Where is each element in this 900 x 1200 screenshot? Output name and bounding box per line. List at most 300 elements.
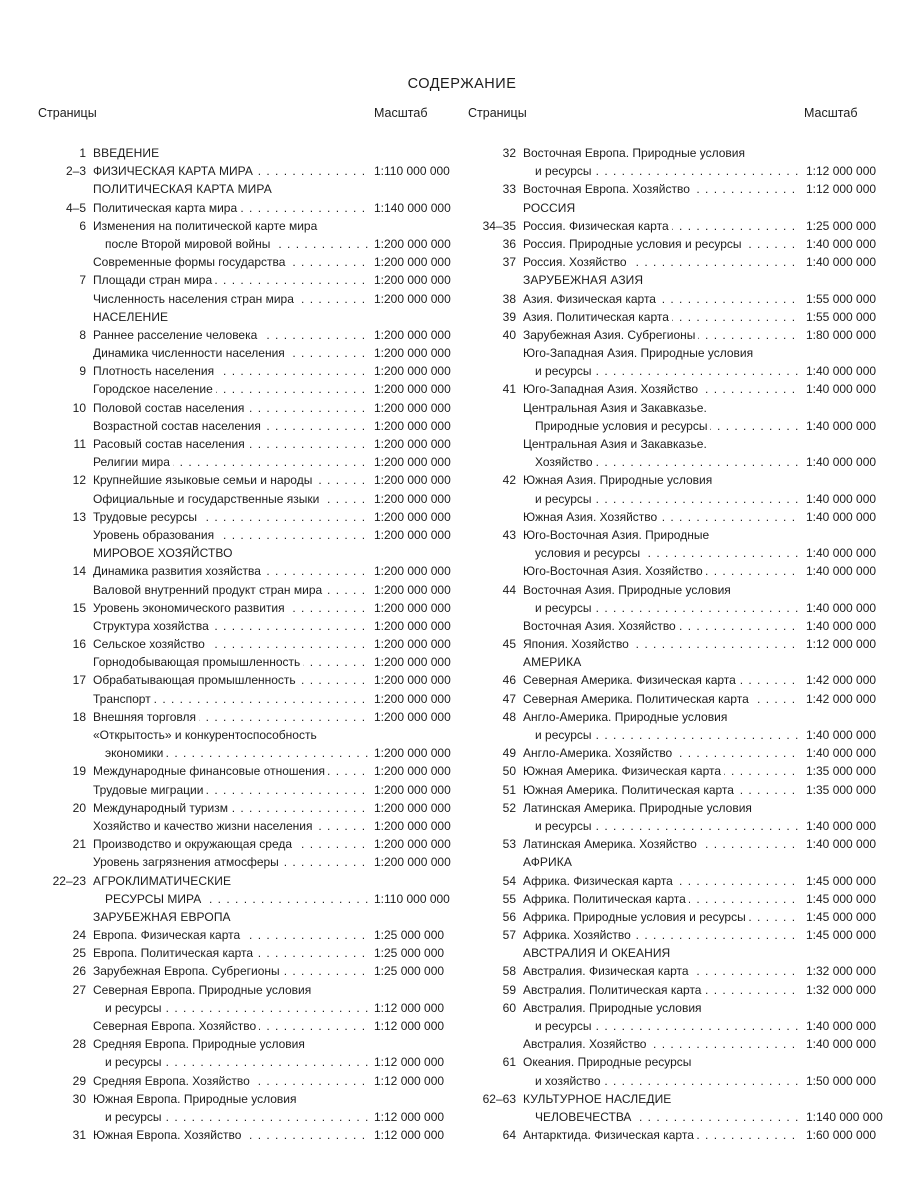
entry-title-text: Азия. Политическая карта [523,310,672,324]
map-scale: 1:200 000 000 [372,653,451,671]
page-number: 10 [72,400,86,415]
entry-title-text: «Открытость» и конкурентоспособность [93,728,320,742]
entry-title-text: Россия. Физическая карта [523,219,672,233]
map-scale: 1:40 000 000 [804,817,876,835]
page-number: 21 [72,837,86,852]
entry-title [93,1017,370,1035]
entry-title [93,817,370,835]
entry-title [523,999,800,1017]
entry-title [93,581,370,599]
page-number: 4–5 [65,200,86,215]
map-scale: 1:140 000 000 [804,1108,883,1126]
map-scale: 1:40 000 000 [804,235,876,253]
toc-entry [460,380,875,398]
toc-entry [460,562,875,580]
map-scale: 1:140 000 000 [372,199,451,217]
map-scale: 1:200 000 000 [372,617,451,635]
toc-entry [460,1035,875,1053]
entry-title [523,326,800,344]
toc-entry [460,508,875,526]
page-number: 46 [502,673,516,688]
toc-entry [460,362,875,380]
entry-title [93,1090,370,1108]
entry-title [93,653,370,671]
map-scale: 1:200 000 000 [372,471,451,489]
page-number: 54 [502,873,516,888]
entry-title-text: и ресурсы [105,1001,165,1015]
entry-title-text: и ресурсы [535,819,595,833]
entry-title-text: и ресурсы [105,1110,165,1124]
entry-title [523,399,800,417]
entry-title [523,853,800,871]
entry-title-text: после Второй мировой войны [105,237,273,251]
toc-entry [30,581,451,599]
entry-title [93,853,370,871]
entry-title-text: АФРИКА [523,855,575,869]
entry-title-text: и ресурсы [535,364,595,378]
page-number: 1 [79,146,86,160]
entry-title [523,581,800,599]
entry-title-text: Северная Европа. Природные условия [93,983,314,997]
map-scale: 1:200 000 000 [372,690,451,708]
entry-title [93,762,370,780]
toc-entry [460,726,875,744]
entry-title-text: Южная Азия. Хозяйство [523,510,660,524]
entry-title [93,599,370,617]
toc-entry [460,235,875,253]
entry-title [93,526,370,544]
toc-entry [460,344,875,362]
page-number: 36 [502,236,516,251]
entry-title-text: Плотность населения [93,364,217,378]
entry-title [523,708,800,726]
entry-title-text: Африка. Хозяйство [523,928,634,942]
entry-title-text: КУЛЬТУРНОЕ НАСЛЕДИЕ [523,1092,674,1106]
page-number: 64 [502,1128,516,1143]
toc-entry [460,944,875,962]
pages-header: Страницы [468,106,527,120]
entry-title-text: Африка. Политическая карта [523,892,689,906]
toc-entry [460,581,875,599]
entry-title [93,944,370,962]
entry-title-text: Европа. Физическая карта [93,928,243,942]
entry-title [523,962,800,980]
page-number: 2–3 [65,164,86,179]
entry-title [523,981,800,999]
toc-entry [30,453,451,471]
entry-title [535,817,800,835]
map-scale: 1:25 000 000 [372,944,444,962]
entry-title [93,562,370,580]
map-scale: 1:200 000 000 [372,290,451,308]
toc-entry [460,799,875,817]
toc-entry [460,453,875,471]
page-number: 47 [502,691,516,706]
entry-title [93,781,370,799]
toc-entry [460,671,875,689]
toc-entry [30,726,445,744]
map-scale: 1:200 000 000 [372,253,451,271]
entry-title [93,162,370,180]
entry-title [523,290,800,308]
entry-title [93,799,370,817]
pages-header: Страницы [38,106,97,120]
page-number: 58 [502,964,516,979]
toc-entry [30,872,445,890]
entry-title-text: РЕСУРСЫ МИРА [105,892,204,906]
entry-title [93,362,370,380]
toc-entry [30,853,451,871]
entry-title-text: Производство и окружающая среда [93,837,295,851]
entry-title-text: Африка. Физическая карта [523,874,676,888]
toc-entry [460,1126,875,1144]
toc-entry [460,999,875,1017]
entry-title-text: Изменения на политической карте мира [93,219,320,233]
page-number: 50 [502,764,516,779]
scale-header: Масштаб [804,106,858,120]
entry-title-text: Обрабатывающая промышленность [93,673,299,687]
entry-title-text: Половой состав населения [93,401,247,415]
entry-title [523,526,800,544]
map-scale: 1:200 000 000 [372,581,451,599]
entry-title-text: Антарктида. Физическая карта [523,1128,697,1142]
entry-title-text: Международный туризм [93,801,231,815]
entry-title [93,835,370,853]
page-number: 31 [72,1128,86,1143]
page-number: 12 [72,473,86,488]
page-number: 22–23 [52,873,86,888]
page-number: 11 [73,437,86,451]
entry-title-text: Трудовые ресурсы [93,510,200,524]
map-scale: 1:200 000 000 [372,744,451,762]
entry-title [93,544,370,562]
toc-entry [460,417,875,435]
entry-title-text: Юго-Западная Азия. Природные условия [523,346,756,360]
entry-title [93,1072,370,1090]
entry-title [93,290,370,308]
entry-title [535,1108,800,1126]
entry-title [93,726,370,744]
entry-title [523,471,800,489]
entry-title-text: Южная Европа. Природные условия [93,1092,299,1106]
page-number: 48 [502,709,516,724]
page-number: 7 [79,273,86,288]
toc-entry [30,526,451,544]
entry-title-text: Зарубежная Европа. Субрегионы [93,964,283,978]
page-number: 15 [72,600,86,615]
page-number: 56 [502,909,516,924]
toc-entry [30,1126,445,1144]
page-number: 32 [502,146,516,160]
entry-title [523,872,800,890]
page-number: 38 [502,291,516,306]
map-scale: 1:40 000 000 [804,744,876,762]
entry-title [93,1035,370,1053]
toc-entry [30,562,451,580]
entry-title-text: ЧЕЛОВЕЧЕСТВА [535,1110,634,1124]
entry-title-text: ЗАРУБЕЖНАЯ ЕВРОПА [93,910,234,924]
entry-title [93,308,370,326]
entry-title [535,599,800,617]
entry-title [523,199,800,217]
entry-title-text: Южная Америка. Политическая карта [523,783,737,797]
entry-title [93,453,370,471]
entry-title [523,617,800,635]
toc-entry [460,781,875,799]
map-scale: 1:32 000 000 [804,981,876,999]
page-number: 39 [502,309,516,324]
toc-entry [30,962,445,980]
toc-entry [460,399,875,417]
toc-entry [460,981,875,999]
entry-title [535,1072,800,1090]
map-scale: 1:45 000 000 [804,908,876,926]
toc-entry [460,890,875,908]
entry-title [93,180,370,198]
toc-column-right [460,0,883,1144]
entry-title-text: РОССИЯ [523,201,578,215]
entry-title [523,690,800,708]
entry-title-text: Япония. Хозяйство [523,637,632,651]
entry-title-text: Динамика развития хозяйства [93,564,264,578]
page-number: 26 [72,964,86,979]
column-header [460,106,875,124]
toc-entry [30,981,445,999]
map-scale: 1:200 000 000 [372,417,451,435]
page-number: 55 [502,891,516,906]
page-number: 41 [502,382,516,397]
map-scale: 1:42 000 000 [804,690,876,708]
toc-entry [460,817,875,835]
entry-title [523,671,800,689]
entry-title [523,217,800,235]
entry-title-text: ЗАРУБЕЖНАЯ АЗИЯ [523,273,646,287]
entry-title-text: Внешняя торговля [93,710,199,724]
page-number: 14 [72,564,86,579]
page-number: 13 [72,509,86,524]
map-scale: 1:40 000 000 [804,253,876,271]
toc-entry [460,162,875,180]
entry-title-text: экономики [105,746,166,760]
entry-title-text: и ресурсы [535,601,595,615]
entry-title-text: Транспорт [93,692,154,706]
entry-title [523,180,800,198]
toc-entry [460,435,875,453]
entry-title-text: Северная Европа. Хозяйство [93,1019,259,1033]
entry-title-text: Европа. Политическая карта [93,946,256,960]
entry-title-text: Площади стран мира [93,273,215,287]
entry-title [93,872,370,890]
page-number: 40 [502,327,516,342]
entry-title-text: Международные финансовые отношения [93,764,328,778]
map-scale: 1:12 000 000 [372,1053,444,1071]
entry-title [105,890,370,908]
entry-title [105,235,370,253]
entry-title-text: и хозяйство [535,1074,604,1088]
entry-title-text: Динамика численности населения [93,346,288,360]
entry-title-text: Австралия. Природные условия [523,1001,705,1015]
entry-title [93,981,370,999]
map-scale: 1:40 000 000 [804,1035,876,1053]
toc-entry [30,1072,445,1090]
map-scale: 1:55 000 000 [804,290,876,308]
entry-title-text: и ресурсы [535,728,595,742]
entry-title [523,308,800,326]
toc-entry [460,872,875,890]
toc-column-left [30,0,451,1144]
entry-title [535,362,800,380]
map-scale: 1:200 000 000 [372,235,451,253]
toc-entry [30,508,451,526]
map-scale: 1:12 000 000 [372,1126,444,1144]
map-scale: 1:40 000 000 [804,1017,876,1035]
map-scale: 1:55 000 000 [804,308,876,326]
map-scale: 1:200 000 000 [372,799,451,817]
entry-title-text: Океания. Природные ресурсы [523,1055,694,1069]
toc-entry [30,835,451,853]
map-scale: 1:12 000 000 [804,180,876,198]
entry-title-text: Северная Америка. Физическая карта [523,673,739,687]
toc-entry [460,326,875,344]
page-number: 42 [502,473,516,488]
entry-title-text: Численность населения стран мира [93,292,297,306]
toc-entry [460,835,875,853]
entry-title-text: Горнодобывающая промышленность [93,655,303,669]
entry-title [93,671,370,689]
entry-title [93,490,370,508]
entry-title [105,1053,370,1071]
toc-entry [30,690,451,708]
entry-title-text: ВВЕДЕНИЕ [93,146,162,160]
entry-title [523,380,800,398]
map-scale: 1:200 000 000 [372,671,451,689]
page-number: 49 [502,746,516,761]
page-number: 16 [72,637,86,652]
toc-entry [460,1053,875,1071]
toc-entry [30,1090,445,1108]
entry-title-text: Юго-Восточная Азия. Природные [523,528,712,542]
entry-title [523,271,800,289]
entry-title-text: Южная Азия. Природные условия [523,473,715,487]
entry-title [535,453,800,471]
toc-entry [460,908,875,926]
map-scale: 1:40 000 000 [804,453,876,471]
entry-title [93,708,370,726]
entry-title-text: Валовой внутренний продукт стран мира [93,583,325,597]
toc-entry [30,417,451,435]
map-scale: 1:40 000 000 [804,599,876,617]
toc-entry [30,326,451,344]
page-number: 25 [72,946,86,961]
entry-title-text: Азия. Физическая карта [523,292,659,306]
map-scale: 1:40 000 000 [804,544,876,562]
toc-entry [30,1053,445,1071]
entry-title [93,217,370,235]
toc-entry [30,217,445,235]
page-number: 37 [502,255,516,270]
entry-title [535,490,800,508]
map-scale: 1:200 000 000 [372,562,451,580]
entry-title [93,417,370,435]
entry-title [93,253,370,271]
map-scale: 1:80 000 000 [804,326,876,344]
entry-title [523,253,800,271]
entry-title [523,562,800,580]
page-number: 52 [502,800,516,815]
toc-entry [30,1108,445,1126]
toc-entry [30,744,451,762]
entry-title [93,271,370,289]
page-number: 9 [79,364,86,379]
entry-title-text: Уровень образования [93,528,217,542]
entry-title [93,617,370,635]
toc-entry [460,144,875,162]
toc-entry [30,708,451,726]
map-scale: 1:25 000 000 [372,926,444,944]
toc-entry [460,180,875,198]
entry-title-text: Раннее расселение человека [93,328,260,342]
entry-title-text: Юго-Восточная Азия. Хозяйство [523,564,706,578]
page-number: 8 [79,327,86,342]
entry-title [523,653,800,671]
entry-title [523,508,800,526]
toc-entry [30,671,451,689]
entry-title [523,435,800,453]
map-scale: 1:40 000 000 [804,508,876,526]
map-scale: 1:12 000 000 [372,999,444,1017]
map-scale: 1:25 000 000 [804,217,876,235]
entry-title [523,890,800,908]
entry-title-text: НАСЕЛЕНИЕ [93,310,171,324]
entry-title-text: АВСТРАЛИЯ И ОКЕАНИЯ [523,946,673,960]
entry-title [535,417,800,435]
map-scale: 1:200 000 000 [372,817,451,835]
entry-title [93,962,370,980]
toc-entry [30,471,451,489]
entry-title [93,144,370,162]
page-number: 44 [502,582,516,597]
entry-title-text: Россия. Природные условия и ресурсы [523,237,745,251]
toc-entry [30,362,451,380]
page-number: 34–35 [482,218,516,233]
map-scale: 1:35 000 000 [804,762,876,780]
entry-title-text: Англо-Америка. Хозяйство [523,746,675,760]
toc-entry [460,762,875,780]
page-number: 59 [502,982,516,997]
map-scale: 1:45 000 000 [804,926,876,944]
entry-title [93,635,370,653]
entry-title [523,781,800,799]
toc-entry [30,544,445,562]
map-scale: 1:40 000 000 [804,835,876,853]
map-scale: 1:50 000 000 [804,1072,876,1090]
toc-entry [30,344,451,362]
entry-title-text: Хозяйство и качество жизни населения [93,819,315,833]
toc-entry [30,162,450,180]
map-scale: 1:60 000 000 [804,1126,876,1144]
entry-title [523,799,800,817]
toc-entry [460,217,875,235]
toc-entry [30,290,451,308]
map-scale: 1:200 000 000 [372,326,451,344]
toc-entry [460,199,875,217]
map-scale: 1:200 000 000 [372,599,451,617]
entry-title [523,1090,800,1108]
toc-entry [30,144,445,162]
entry-title [105,1108,370,1126]
map-scale: 1:40 000 000 [804,362,876,380]
entry-title [93,344,370,362]
